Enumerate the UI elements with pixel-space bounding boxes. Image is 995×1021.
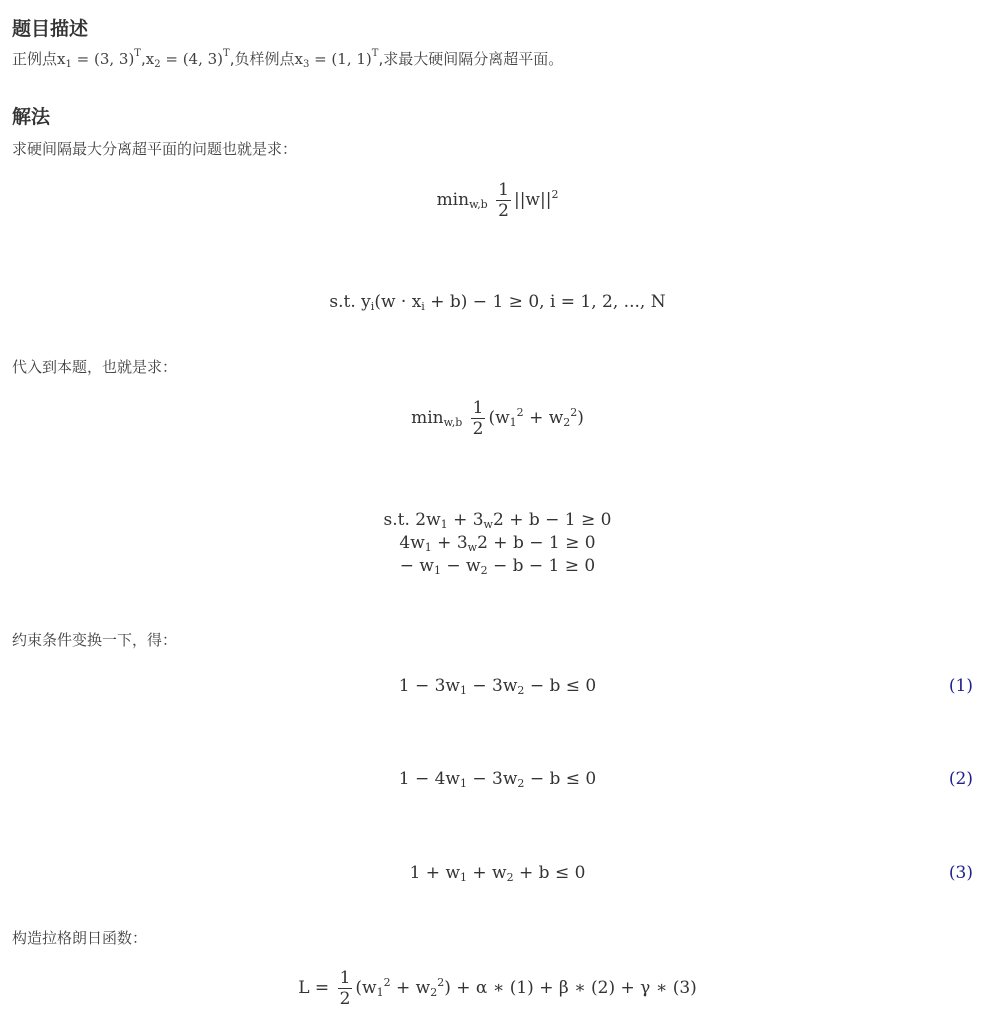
text: 正例点 <box>12 50 58 68</box>
formula-objective: $\min_{w,b}$ $\frac{1}{2}$ $||w||^2$ <box>436 180 559 221</box>
formula-constraint-3: $1 + w_1 + w_2 + b \le 0$ <box>409 863 586 884</box>
equation-tag-2: (2) <box>948 769 973 789</box>
paragraph-substitute: 代入到本题，也就是求： <box>12 358 178 376</box>
formula-objective-specific: $\min_{w,b}$ $\frac{1}{2}$ $(w_1^2 + w_2^2)$ <box>411 398 584 439</box>
problem-statement <box>12 48 563 69</box>
formula-lagrangian: L = $\frac{1}{2}$ $(w_1^2 + w_2^2) + \alpha$ ∗ (1) + β ∗ (2) + γ ∗ (3) <box>298 968 697 1009</box>
text: , <box>140 50 146 68</box>
fraction: $\frac{1}{2}$ <box>498 180 509 221</box>
equation-tag-1: (1) <box>948 676 973 696</box>
formula-constraint-1: $1 - 3w_1 - 3w_2 - b \le 0$ <box>398 676 597 697</box>
math-x1: $x_1 = (3$, 3)$^T$ <box>57 48 141 70</box>
paragraph-lagrange: 构造拉格朗日函数： <box>12 929 148 947</box>
constraint-line-3: − $w_1 - w_2 - b - 1 \ge 0$ <box>399 556 596 577</box>
paragraph-transform: 约束条件变换一下，得： <box>12 631 178 649</box>
equation-tag-3: (3) <box>948 863 973 883</box>
paragraph-intro: 求硬间隔最大分离超平面的问题也就是求： <box>12 140 298 158</box>
math-x2: $x_2 = (4$, 3)$^T$ <box>145 48 230 70</box>
text: ,负样例点 <box>229 50 295 68</box>
math-x3: $x_3 = (1$, 1)$^T$ <box>294 48 379 70</box>
fraction: $\frac{1}{2}$ <box>339 968 351 1009</box>
section-heading-problem: 题目描述 <box>12 18 89 40</box>
text: ,求最大硬间隔分离超平面。 <box>378 50 564 68</box>
constraint-line-1: s.t. $2w_1 + 3_w2 + b - 1 \ge 0$ <box>383 510 612 531</box>
formula-constraint-system <box>0 510 995 579</box>
constraint-line-2: $4w_1 + 3_w2 + b - 1 \ge 0$ <box>399 533 596 554</box>
formula-constraint: s.t. $y_i(w \cdot x_i + b) - 1 \ge 0$, i = 1, 2, ..., N <box>329 292 666 313</box>
fraction: $\frac{1}{2}$ <box>472 398 484 439</box>
section-heading-solution: 解法 <box>12 106 51 128</box>
formula-constraint-2: $1 - 4w_1 - 3w_2 - b \le 0$ <box>398 769 597 790</box>
